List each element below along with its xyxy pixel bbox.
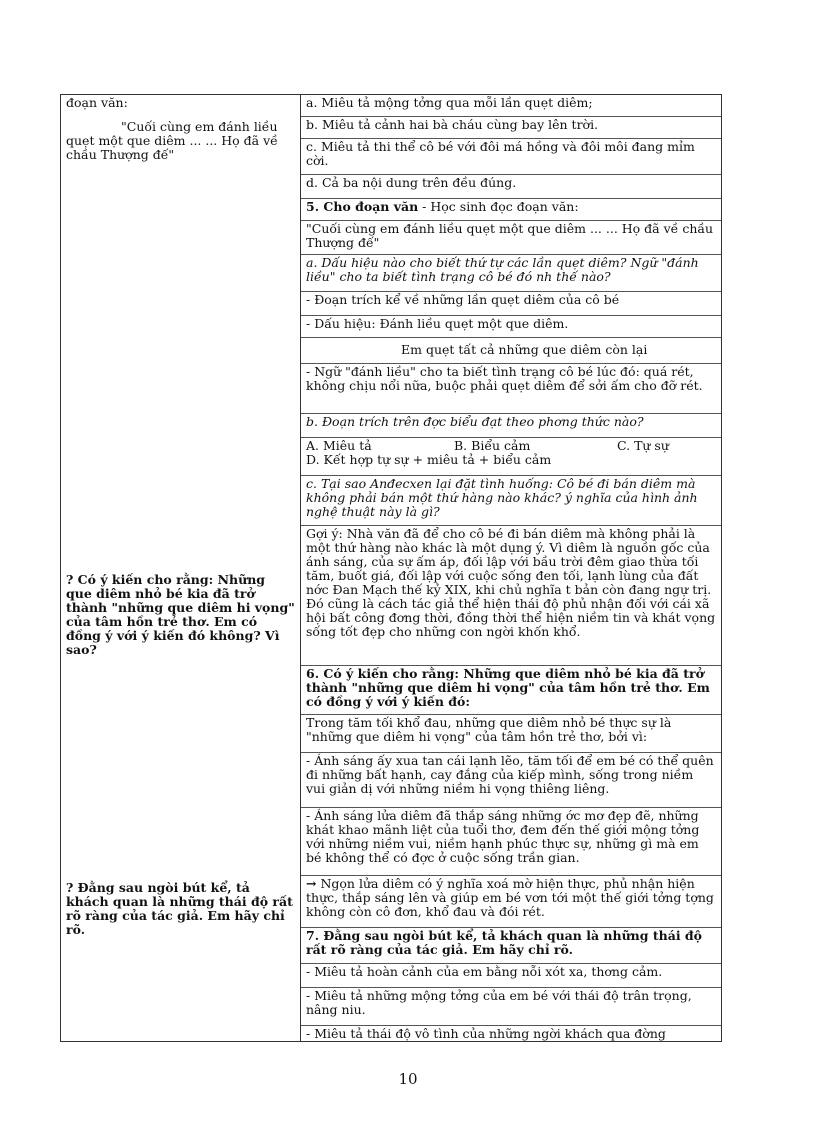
left-question-6: ? Có ý kiến cho rằng: Những que diêm nhỏ bé kia đã trở thành "những que diêm hi vọng" của tâm hồn trẻ thơ. Em có đồng ý với ý kiến đó không? Vì sao?	[66, 572, 295, 657]
left-quote: "Cuối cùng em đánh liều quẹt một que diêm ... ... Họ đã về chầu Thượng đế"	[66, 119, 278, 162]
section-5-heading	[301, 199, 721, 221]
left-question-7: ? Đằng sau ngòi bút kể, tả khách quan là những thái độ rất rõ ràng của tác giả. Em hãy chỉ rõ.	[66, 880, 293, 937]
answer-c: c. Miêu tả thi thể cô bé với đôi má hồng và đôi môi đang mỉm cời.	[301, 139, 721, 175]
answer-d: d. Cả ba nội dung trên đều đúng.	[301, 175, 721, 199]
page-number: 10	[398, 1070, 418, 1088]
question-c: c. Tại sao Anđecxen lại đặt tình huống: Cô bé đi bán diêm mà không phải bán một thứ hàng nào khác? ý nghĩa của hình ảnh nghệ thuật này là gì?	[301, 476, 721, 526]
lesson-table	[60, 94, 722, 1042]
question-b-options	[301, 438, 721, 476]
option-c: C. Tự sự	[617, 438, 669, 453]
section-6-heading: 6. Có ý kiến cho rằng: Những que diêm nhỏ bé kia đã trở thành "những que diêm hi vọng" của tâm hồn trẻ thơ. Em có đồng ý với ý kiến đó:	[301, 666, 721, 715]
section-6-conclusion-text: Ngọn lửa diêm có ý nghĩa xoá mờ hiện thực, phủ nhận hiện thực, thắp sáng lên và giúp em bé vơn tới một thế giới tởng tợng không còn cô đơn, khổ đau và đói rét.	[306, 876, 714, 919]
option-a: A. Miêu tả	[306, 438, 372, 453]
left-column	[61, 95, 301, 1041]
answer-a-1: - Đoạn trích kể về những lần quẹt diêm của cô bé	[301, 292, 721, 316]
section-5-rest: - Học sinh đọc đoạn văn:	[418, 199, 579, 214]
section-7-heading: 7. Đằng sau ngòi bút kể, tả khách quan là những thái độ rất rõ ràng của tác giả. Em hãy chỉ rõ.	[301, 928, 721, 964]
answer-a: a. Miêu tả mộng tởng qua mỗi lần quẹt diêm;	[301, 95, 721, 117]
section-6-intro: Trong tăm tối khổ đau, những que diêm nhỏ bé thực sự là "những que diêm hi vọng" của tâm hồn trẻ thơ, bởi vì:	[301, 715, 721, 753]
answer-a-4: - Ngữ "đánh liều" cho ta biết tình trạng cô bé lúc đó: quá rét, không chịu nổi nữa, buộc phải quẹt diêm để sởi ấm cho đỡ rét.	[301, 364, 721, 414]
section-5-title: 5. Cho đoạn văn	[306, 199, 419, 214]
section-6-conclusion	[301, 876, 721, 928]
section-6-point-2: - Ánh sáng lửa diêm đã thắp sáng những ớc mơ đẹp đẽ, những khát khao mãnh liệt của tuổi thơ, đem đến thế giới mộng tởng với những niềm vui, niềm hạnh phúc thực sự, những gì mà em bé không thể có đợc ở cuộc sống trần gian.	[301, 808, 721, 876]
option-b: B. Biểu cảm	[454, 438, 531, 453]
question-b: b. Đoạn trích trên đợc biểu đạt theo phơng thức nào?	[301, 414, 721, 438]
section-7-point-3: - Miêu tả thái độ vô tình của những ngời khách qua đờng	[306, 1026, 666, 1041]
question-a: a. Dấu hiệu nào cho biết thứ tự các lần quẹt diêm? Ngữ "đánh liều" cho ta biết tình trạng cô bé đó nh thế nào?	[301, 255, 721, 292]
arrow-icon: →	[306, 876, 317, 891]
section-5-quote: "Cuối cùng em đánh liều quẹt một que diêm ... ... Họ đã về chầu Thượng đế"	[301, 221, 721, 255]
answer-b: b. Miêu tả cảnh hai bà cháu cùng bay lên trời.	[301, 117, 721, 139]
left-label: đoạn văn:	[66, 95, 128, 110]
option-d: D. Kết hợp tự sự + miêu tả + biểu cảm	[306, 452, 552, 467]
section-7-point-2: - Miêu tả những mộng tởng của em bé với thái độ trân trọng, nâng niu.	[301, 988, 721, 1026]
hint-paragraph: Gợi ý: Nhà văn đã để cho cô bé đi bán diêm mà không phải là một thứ hàng nào khác là một dụng ý. Vì diêm là nguồn gốc của ánh sáng, của sự ấm áp, đối lập với bầu trời đêm giao thừa tối tăm, buốt giá, đối lập với cuộc sống đen tối, lạnh lùng của đất nớc Đan Mạch thế kỷ XIX, khi chủ nghĩa t bản còn đang ngự trị. Đó cũng là cách tác giả thể hiện thái độ phủ nhận đối với cái xã hội bất công đơng thời, đồng thời thể hiện niềm tin và khát vọng sống tốt đẹp cho những con ngời khốn khổ.	[301, 526, 721, 666]
section-6-point-1: - Ánh sáng ấy xua tan cái lạnh lẽo, tăm tối để em bé có thể quên đi những bất hạnh, cay đắng của kiếp mình, sống trong niềm vui giản dị với những niềm hi vọng thiêng liêng.	[301, 753, 721, 808]
section-7-point-1: - Miêu tả hoàn cảnh của em bằng nỗi xót xa, thơng cảm.	[301, 964, 721, 988]
answer-a-2: - Dấu hiệu: Đánh liều quẹt một que diêm.	[301, 316, 721, 338]
right-column	[301, 95, 721, 1041]
answer-a-3: Em quẹt tất cả những que diêm còn lại	[301, 338, 721, 364]
